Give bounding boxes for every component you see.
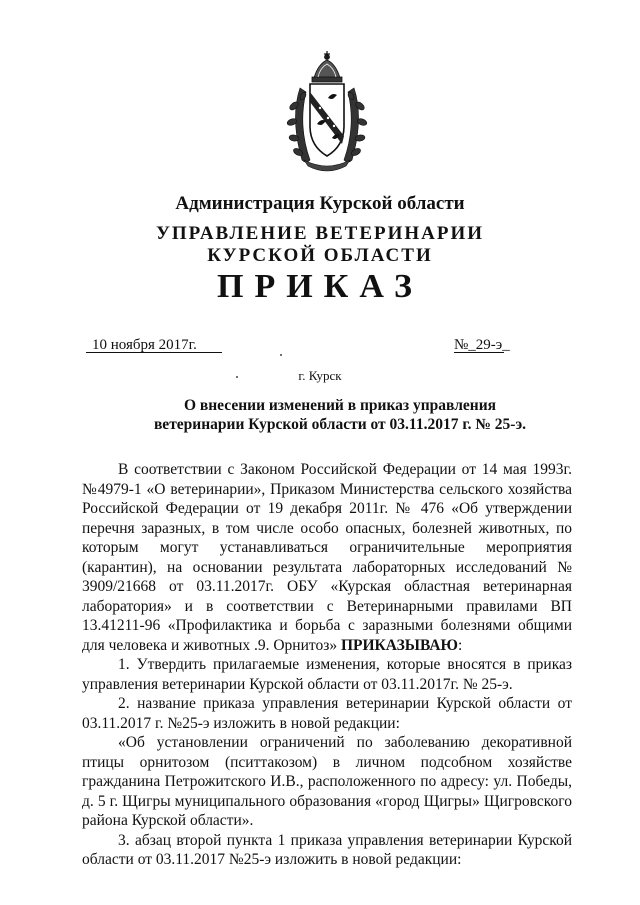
document-city: г. Курск [298,368,342,383]
date-underline [86,352,222,353]
order-keyword-colon: : [458,636,463,654]
org-name-administration: Администрация Курской области [175,193,465,214]
number-underline [454,352,504,353]
document-date: 10 ноября 2017г. [92,337,197,353]
document-body [82,460,572,870]
order-keyword: ПРИКАЗЫВАЮ [340,636,459,654]
body-paragraph-item-3: 3. абзац второй пункта 1 приказа управления ветеринарии Курской области от 03.11.2017 №25-э изложить в новой редакции: [82,831,572,868]
org-name-department-line-2: КУРСКОЙ ОБЛАСТИ [207,245,433,266]
document-type-title: ПРИКАЗ [217,268,423,305]
scan-speck [280,354,282,356]
body-paragraph-new-title: «Об установлении ограничений по заболеванию декоративной птицы орнитозом (пситтакозом) в личном подсобном хозяйстве гражданина Петрожитского И.В., расположенного по адресу: ул. Победы, д. 5 г. Щигры муниципального образования «город Щигры» Щигровского района Курской области». [82,734,572,829]
document-number: №_29-э_ [454,337,510,353]
document-subject: О внесении изменений в приказ управления ветеринарии Курской области от 03.11.2017 г. № 25-э. [153,397,527,433]
coat-of-arms-icon [284,48,370,178]
preamble-text: В соответствии с Законом Российской Федерации от 14 мая 1993г. №4979-1 «О ветеринарии», Приказом Министерства сельского хозяйства Российской Федерации от 19 декабря 2011г. № 476 «Об утверждении перечня заразных, в том числе особо опасных, болезней животных, по которым могут устанавливаться ограничительные мероприятия (карантин), на основании результата лабораторных исследований № 3909/21668 от 03.11.2017г. ОБУ «Курская областная ветеринарная лаборатория» и в соответствии с Ветеринарными правилами ВП 13.41211-96 «Профилактика и борьба с заразными болезнями общими для человека и животных .9. Орнитоз» [82,461,572,654]
body-paragraph-item-2: 2. название приказа управления ветеринарии Курской области от 03.11.2017 г. №25-э изложить в новой редакции: [82,695,572,732]
org-name-department-line-1: УПРАВЛЕНИЕ ВЕТЕРИНАРИИ [155,223,485,244]
body-paragraph-preamble [82,460,572,655]
body-paragraph-item-1: 1. Утвердить прилагаемые изменения, которые вносятся в приказ управления ветеринарии Курской области от 03.11.2017г. № 25-э. [82,656,572,693]
